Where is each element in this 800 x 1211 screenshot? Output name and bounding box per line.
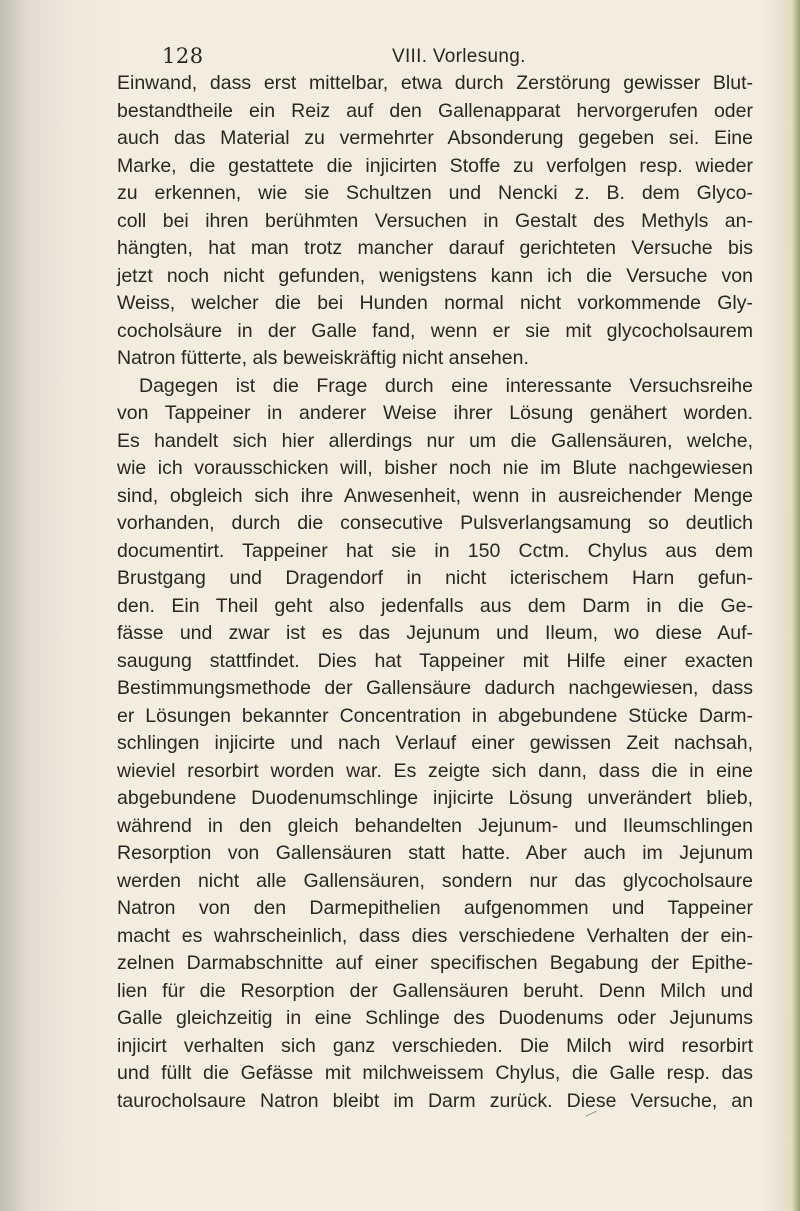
text-line: schlingen injicirte und nach Verlauf einer gewissen Zeit nachsah, [117,732,753,754]
text-line: bestandtheile ein Reiz auf den Gallenapparat hervorgerufen oder [117,99,753,122]
text-line: Galle gleichzeitig in eine Schlinge des Duodenums oder Jejunums [117,1007,753,1029]
text-line: werden nicht alle Gallensäuren, sondern nur das glycocholsaure [117,869,753,892]
text-line: während in den gleich behandelten Jejunum- und Ileumschlingen [117,814,753,837]
text-line: Resorption von Gallensäuren statt hatte. Aber auch im Jejunum [117,842,753,864]
text-line: Bestimmungsmethode der Gallensäure dadurch nachgewiesen, dass [117,677,753,699]
text-line: Weiss, welcher die bei Hunden normal nicht vorkommende Gly- [117,292,753,314]
text-line: jetzt noch nicht gefunden, wenigstens kann ich die Versuche von [117,264,753,287]
text-line: fässe und zwar ist es das Jejunum und Ileum, wo diese Auf- [117,622,753,644]
text-line: taurocholsaure Natron bleibt im Darm zurück. Diese Versuche, an [117,1089,753,1112]
text-line: er Lösungen bekannter Concentration in abgebundene Stücke Darm- [117,704,753,727]
text-line: Brustgang und Dragendorf in nicht icterischem Harn gefun- [117,567,753,589]
text-line: zu erkennen, wie sie Schultzen und Nencki z. B. dem Glyco- [117,182,753,204]
text-line: zelnen Darmabschnitte auf einer specifischen Begabung der Epithe- [117,952,753,974]
text-line: lien für die Resorption der Gallensäuren beruht. Denn Milch und [117,979,753,1002]
text-line: macht es wahrscheinlich, dass dies verschiedene Verhalten der ein- [117,924,753,947]
text-line: den. Ein Theil geht also jedenfalls aus dem Darm in die Ge- [117,594,753,617]
text-line: Natron fütterte, als beweiskräftig nicht ansehen. [117,347,529,369]
body-text [117,70,753,1115]
text-line: Es handelt sich hier allerdings nur um die Gallensäuren, welche, [117,429,753,452]
text-line: Einwand, dass erst mittelbar, etwa durch Zerstörung gewisser Blut- [117,72,753,94]
text-line: cocholsäure in der Galle fand, wenn er sie mit glycocholsaurem [117,319,753,342]
text-line: abgebundene Duodenumschlinge injicirte Lösung unverändert blieb, [117,787,753,809]
text-line: injicirt verhalten sich ganz verschieden. Die Milch wird resorbirt [117,1034,753,1057]
running-head: VIII. Vorlesung. [392,46,526,67]
text-line: coll bei ihren berühmten Versuchen in Gestalt des Methyls an- [117,209,753,232]
text-line: Natron von den Darmepithelien aufgenommen und Tappeiner [117,897,753,919]
text-line: und füllt die Gefässe mit milchweissem Chylus, die Galle resp. das [117,1062,753,1084]
text-line: Marke, die gestattete die injicirten Stoffe zu verfolgen resp. wieder [117,154,753,177]
text-line: Dagegen ist die Frage durch eine interessante Versuchsreihe [139,374,753,397]
text-line: sind, obgleich sich ihre Anwesenheit, wenn in ausreichender Menge [117,484,753,507]
text-line: saugung stattfindet. Dies hat Tappeiner mit Hilfe einer exacten [117,649,753,672]
page-number: 128 [162,44,204,68]
text-line: von Tappeiner in anderer Weise ihrer Lösung genähert worden. [117,402,753,424]
text-line: vorhanden, durch die consecutive Pulsverlangsamung so deutlich [117,512,753,534]
text-line: wieviel resorbirt worden war. Es zeigte sich dann, dass die in eine [117,759,753,782]
text-line: documentirt. Tappeiner hat sie in 150 Cctm. Chylus aus dem [117,539,753,562]
text-line: hängten, hat man trotz mancher darauf gerichteten Versuche bis [117,237,753,259]
text-line: wie ich vorausschicken will, bisher noch nie im Blute nachgewiesen [117,457,753,479]
text-line: auch das Material zu vermehrter Absonderung gegeben sei. Eine [117,127,753,149]
